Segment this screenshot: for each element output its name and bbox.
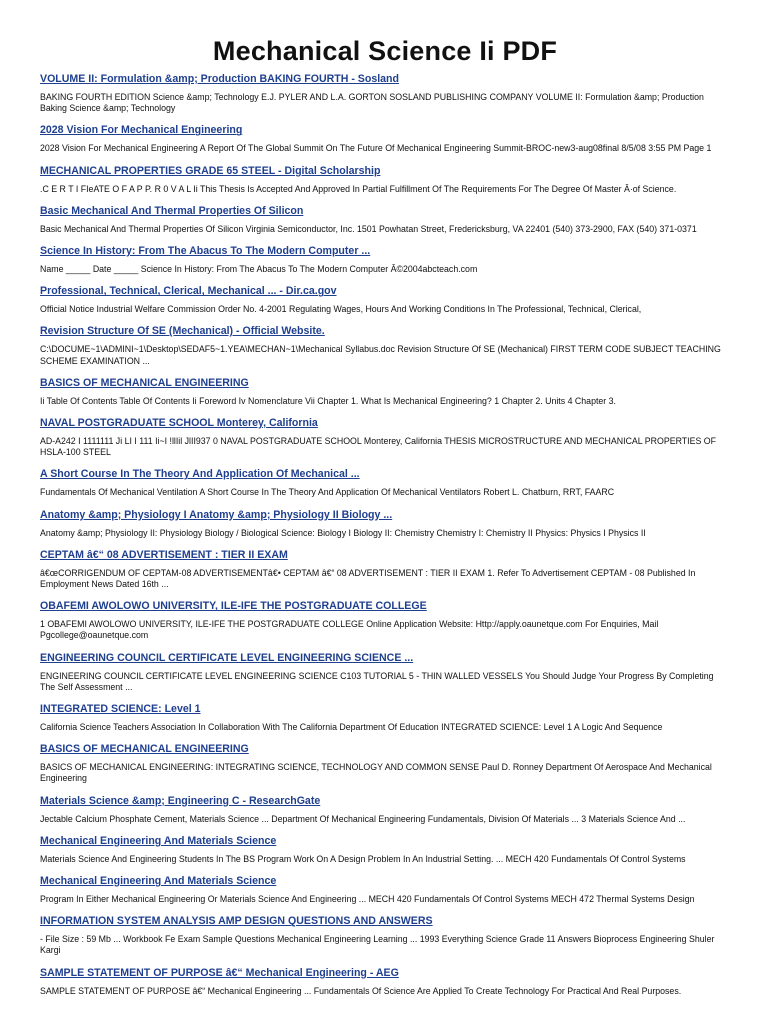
result-title-link[interactable]: INFORMATION SYSTEM ANALYSIS AMP DESIGN QUESTIONS AND ANSWERS xyxy=(40,915,433,928)
result-snippet: Anatomy &amp; Physiology II: Physiology Biology / Biological Science: Biology I Biology II: Chemistry Chemistry I: Chemistry II Physics: Physics I Physics II xyxy=(40,527,646,538)
result-title-link[interactable]: Mechanical Engineering And Materials Science xyxy=(40,834,277,847)
result-entry xyxy=(40,795,730,825)
result-entry xyxy=(40,652,730,693)
result-title-link[interactable]: Mechanical Engineering And Materials Science xyxy=(40,875,277,888)
result-snippet: Ii Table Of Contents Table Of Contents Ii Foreword Iv Nomenclature Vii Chapter 1. What Is Mechanical Engineering? 1 Chapter 2. Units 4 Chapter 3. xyxy=(40,395,617,406)
result-title-link[interactable]: Anatomy &amp; Physiology I Anatomy &amp; Physiology II Biology ... xyxy=(40,508,393,521)
result-entry xyxy=(40,245,730,275)
result-snippet: Program In Either Mechanical Engineering Or Materials Science And Engineering ... MECH 420 Fundamentals Of Control Systems MECH 472 Thermal Systems Design xyxy=(40,894,695,905)
result-title-link[interactable]: VOLUME II: Formulation &amp; Production BAKING FOURTH - Sosland xyxy=(40,73,400,85)
result-title-link[interactable]: ENGINEERING COUNCIL CERTIFICATE LEVEL ENGINEERING SCIENCE ... xyxy=(40,651,414,664)
result-entry xyxy=(40,468,730,498)
result-title-link[interactable]: CEPTAM â€“ 08 ADVERTISEMENT : TIER II EXAM xyxy=(40,548,288,561)
result-snippet: California Science Teachers Association In Collaboration With The California Department Of Education INTEGRATED SCIENCE: Level 1 A Logic And Sequence xyxy=(40,722,663,733)
result-snippet: Official Notice Industrial Welfare Commission Order No. 4-2001 Regulating Wages, Hours And Working Conditions In The Professional, Technical, Clerical, xyxy=(40,304,642,315)
result-title-link[interactable]: SAMPLE STATEMENT OF PURPOSE â€“ Mechanical Engineering - AEG xyxy=(40,966,399,979)
result-entry xyxy=(40,600,730,641)
result-entry xyxy=(40,377,730,407)
result-entry xyxy=(40,967,730,997)
result-title-link[interactable]: Science In History: From The Abacus To The Modern Computer ... xyxy=(40,245,371,258)
result-snippet: Jectable Calcium Phosphate Cement, Materials Science ... Department Of Mechanical Engineering Fundamentals, Division Of Materials ... 3 Materials Science And ... xyxy=(40,813,686,824)
result-snippet: Materials Science And Engineering Students In The BS Program Work On A Design Problem In An Industrial Setting. ... MECH 420 Fundamentals Of Control Systems xyxy=(40,853,686,864)
result-snippet: C:\DOCUME~1\ADMINI~1\Desktop\SEDAF5~1.YEA\MECHAN~1\Mechanical Syllabus.doc Revision Structure Of SE (Mechanical) FIRST TERM CODE SUBJECT TEACHING SCHEME EXAMINATION ... xyxy=(40,344,721,366)
result-title-link[interactable]: BASICS OF MECHANICAL ENGINEERING xyxy=(40,743,249,756)
page-title: Mechanical Science Ii PDF xyxy=(212,36,558,66)
result-snippet: BASICS OF MECHANICAL ENGINEERING: INTEGRATING SCIENCE, TECHNOLOGY AND COMMON SENSE Paul D. Ronney Department Of Aerospace And Mechanical Engineering xyxy=(40,762,712,784)
result-snippet: 1 OBAFEMI AWOLOWO UNIVERSITY, ILE-IFE THE POSTGRADUATE COLLEGE Online Application Website: Http://apply.oaunetque.com For Enquiries, Mail Pgcollege@oaunetque.com xyxy=(40,619,659,641)
result-title-link[interactable]: MECHANICAL PROPERTIES GRADE 65 STEEL - Digital Scholarship xyxy=(40,164,381,177)
result-snippet: BAKING FOURTH EDITION Science &amp; Technology E.J. PYLER AND L.A. GORTON SOSLAND PUBLISHING COMPANY VOLUME II: Formulation &amp; Production Baking Science &amp; Technology xyxy=(40,92,704,114)
result-title-link[interactable]: OBAFEMI AWOLOWO UNIVERSITY, ILE-IFE THE POSTGRADUATE COLLEGE xyxy=(40,600,427,613)
result-entry xyxy=(40,165,730,195)
result-title-link[interactable]: Materials Science &amp; Engineering C - ResearchGate xyxy=(40,794,321,807)
result-entry xyxy=(40,703,730,733)
result-entry xyxy=(40,325,730,366)
result-snippet: Name _____ Date _____ Science In History: From The Abacus To The Modern Computer Â©2004abcteach.com xyxy=(40,264,478,275)
result-entry xyxy=(40,73,730,114)
result-title-link[interactable]: Basic Mechanical And Thermal Properties Of Silicon xyxy=(40,204,304,217)
result-snippet: Basic Mechanical And Thermal Properties Of Silicon Virginia Semiconductor, Inc. 1501 Powhatan Street, Fredericksburg, VA 22401 (540) 373-2900, FAX (540) 371-0371 xyxy=(40,223,697,234)
result-title-link[interactable]: Professional, Technical, Clerical, Mechanical ... - Dir.ca.gov xyxy=(40,285,337,298)
result-list xyxy=(40,73,730,997)
result-title-link[interactable]: BASICS OF MECHANICAL ENGINEERING xyxy=(40,376,249,389)
result-entry xyxy=(40,549,730,590)
result-snippet: 2028 Vision For Mechanical Engineering A Report Of The Global Summit On The Future Of Mechanical Engineering Summit-BROC-new3-aug08final 8/5/08 3:55 PM Page 1 xyxy=(40,143,712,154)
result-title-link[interactable]: A Short Course In The Theory And Application Of Mechanical ... xyxy=(40,468,360,481)
result-entry xyxy=(40,915,730,956)
result-title-link[interactable]: NAVAL POSTGRADUATE SCHOOL Monterey, California xyxy=(40,417,318,430)
result-snippet: .C E R T I FIeATE O F A P P. R 0 V A L Ii This Thesis Is Accepted And Approved In Partial Fulfillment Of The Requirements For The Degree Of Master Â·of Science. xyxy=(40,183,677,194)
result-snippet: - File Size : 59 Mb ... Workbook Fe Exam Sample Questions Mechanical Engineering Learning ... 1993 Everything Science Grade 11 Answers Bioprocess Engineering Shuler Kargi xyxy=(40,934,715,956)
result-title-link[interactable]: Revision Structure Of SE (Mechanical) - Official Website. xyxy=(40,325,325,338)
result-entry xyxy=(40,875,730,905)
result-entry xyxy=(40,509,730,539)
result-title-link[interactable]: 2028 Vision For Mechanical Engineering xyxy=(40,124,243,137)
result-snippet: AD-A242 I 1111111 Ji LI I 111 Ii~I !llIil JlII937 0 NAVAL POSTGRADUATE SCHOOL Monterey, California THESIS MICROSTRUCTURE AND MECHANICAL PROPERTIES OF HSLA-100 STEEL xyxy=(40,436,717,458)
result-entry xyxy=(40,124,730,154)
result-entry xyxy=(40,205,730,235)
result-entry xyxy=(40,285,730,315)
result-snippet: â€œCORRIGENDUM OF CEPTAM-08 ADVERTISEMENTâ€• CEPTAM â€“ 08 ADVERTISEMENT : TIER II EXAM 1. Refer To Advertisement CEPTAM - 08 Published In Employment News Dated 16th ... xyxy=(40,567,696,590)
result-entry xyxy=(40,743,730,784)
result-snippet: Fundamentals Of Mechanical Ventilation A Short Course In The Theory And Application Of Mechanical Ventilators Robert L. Chatburn, RRT, FAARC xyxy=(40,487,615,498)
result-snippet: SAMPLE STATEMENT OF PURPOSE â€“ Mechanical Engineering ... Fundamentals Of Science Are Applied To Create Technology For Practical And Real Purposes. xyxy=(40,985,682,996)
result-snippet: ENGINEERING COUNCIL CERTIFICATE LEVEL ENGINEERING SCIENCE C103 TUTORIAL 5 - THIN WALLED VESSELS You Should Judge Your Progress By Completing The Self Assessment ... xyxy=(40,670,714,692)
result-entry xyxy=(40,835,730,865)
result-title-link[interactable]: INTEGRATED SCIENCE: Level 1 xyxy=(40,703,201,716)
result-entry xyxy=(40,417,730,458)
